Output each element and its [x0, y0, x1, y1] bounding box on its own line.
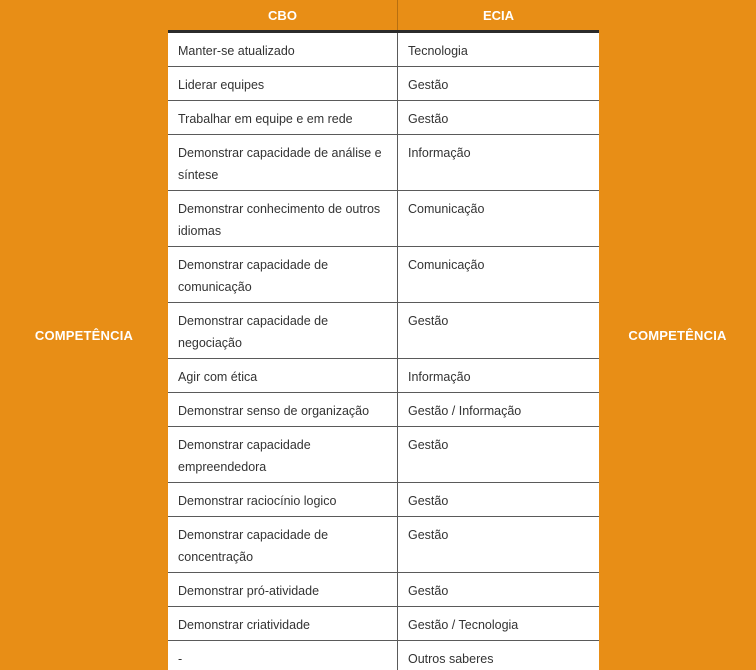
table-row: [168, 607, 599, 641]
cbo-cell: Demonstrar capacidade de negociação: [168, 303, 398, 358]
table-row: [168, 33, 599, 67]
cbo-cell: Demonstrar capacidade de concentração: [168, 517, 398, 572]
header-cbo: CBO: [168, 0, 398, 30]
cbo-cell: Trabalhar em equipe e em rede: [168, 101, 398, 134]
ecia-cell: Gestão: [408, 584, 449, 598]
ecia-cell: Gestão: [408, 314, 449, 328]
ecia-cell: Informação: [408, 146, 471, 160]
comparison-table: [168, 0, 599, 670]
cbo-cell: Demonstrar pró-atividade: [168, 573, 398, 606]
ecia-cell: Gestão: [408, 494, 449, 508]
ecia-cell: Gestão: [408, 112, 449, 126]
ecia-cell: Gestão / Tecnologia: [408, 618, 519, 632]
competencia-label-left: [0, 0, 168, 670]
ecia-cell: Comunicação: [408, 258, 485, 272]
ecia-cell: Informação: [408, 370, 471, 384]
table-header: [168, 0, 599, 33]
side-label-left-text: COMPETÊNCIA: [34, 327, 134, 343]
ecia-cell: Outros saberes: [408, 652, 494, 666]
competencia-label-right: [599, 0, 756, 670]
table-row: [168, 483, 599, 517]
table-row: [168, 427, 599, 483]
ecia-cell: Gestão: [408, 78, 449, 92]
cbo-cell: Demonstrar capacidade de análise e síntese: [168, 135, 398, 190]
cbo-cell: Demonstrar raciocínio logico: [168, 483, 398, 516]
ecia-cell: Comunicação: [408, 202, 485, 216]
ecia-cell: Gestão: [408, 438, 449, 452]
header-ecia: ECIA: [482, 7, 515, 23]
cbo-cell: Demonstrar senso de organização: [168, 393, 398, 426]
ecia-cell: Tecnologia: [408, 44, 468, 58]
ecia-cell: Gestão: [408, 528, 449, 542]
cbo-cell: Demonstrar conhecimento de outros idiomas: [168, 191, 398, 246]
table-row: [168, 573, 599, 607]
table-row: [168, 303, 599, 359]
table-row: [168, 101, 599, 135]
side-label-right-text: COMPETÊNCIA: [628, 327, 727, 343]
table-row: [168, 135, 599, 191]
ecia-cell: Gestão / Informação: [408, 404, 522, 418]
table-row: [168, 67, 599, 101]
cbo-cell: Demonstrar capacidade de comunicação: [168, 247, 398, 302]
table-row: [168, 393, 599, 427]
cbo-cell: Agir com ética: [168, 359, 398, 392]
cbo-cell: Demonstrar capacidade empreendedora: [168, 427, 398, 482]
table-row: [168, 247, 599, 303]
cbo-cell: Manter-se atualizado: [168, 33, 398, 66]
table-row: [168, 517, 599, 573]
cbo-cell: -: [168, 641, 398, 670]
cbo-cell: Demonstrar criatividade: [168, 607, 398, 640]
table-row: [168, 359, 599, 393]
table-row: [168, 641, 599, 670]
table-row: [168, 191, 599, 247]
cbo-cell: Liderar equipes: [168, 67, 398, 100]
